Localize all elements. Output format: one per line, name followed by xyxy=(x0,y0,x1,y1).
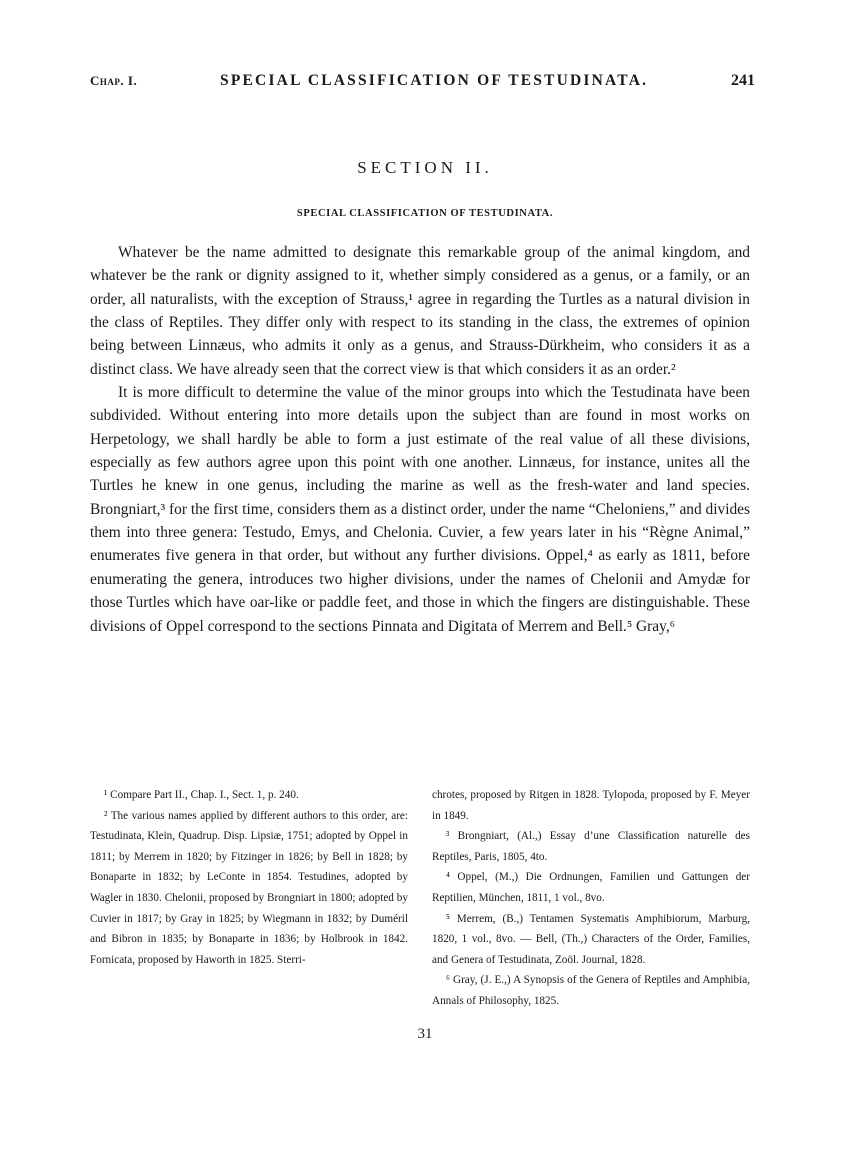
footnote: ⁴ Oppel, (M.,) Die Ordnungen, Familien und Gattungen der Reptilien, München, 1811, 1 vol., 8vo. xyxy=(432,871,750,904)
body-text xyxy=(90,241,750,638)
signature-mark: 31 xyxy=(417,1026,433,1042)
paragraph: It is more difficult to determine the value of the minor groups into which the Testudinata have been subdivided. Without entering into more details upon the subject than are found in most works on Herpetology, we shall hardly be able to form a just estimate of the real value of all these divisions, especially as few authors agree upon this point with one another. Linnæus, for instance, unites all the Turtles he knew in one genus, including the marine as well as the fresh-water and land species. Brongniart,³ for the first time, considers them as a distinct order, under the name “Cheloniens,” and divides them into three genera: Testudo, Emys, and Chelonia. Cuvier, a few years later in his “Règne Animal,” enumerates five genera in that order, but without any further divisions. Oppel,⁴ as early as 1811, before enumerating the genera, introduces two higher divisions, under the names of Chelonii and Amydæ for those Turtles which have oar-like or paddle feet, and those in which the fingers are distinguishable. These divisions of Oppel correspond to the sections Pinnata and Digitata of Merrem and Bell.⁵ Gray,⁶ xyxy=(90,384,750,635)
footnote: chrotes, proposed by Ritgen in 1828. Tylopoda, proposed by F. Meyer in 1849. xyxy=(432,789,750,822)
footnote: ² The various names applied by different authors to this order, are: Testudinata, Klein, Quadrup. Disp. Lipsiæ, 1751; adopted by Oppel in 1811; by Merrem in 1820; by Fitzinger in 1826; by Bell in 1828; by Bonaparte in 1832; by LeConte in 1854. Testudines, adopted by Wagler in 1830. Chelonii, proposed by Brongniart in 1800; adopted by Cuvier in 1817; by Gray in 1825; by Wiegmann in 1832; by Duméril and Bibron in 1835; by Bonaparte in 1836; by Holbrook in 1842. Fornicata, proposed by Haworth in 1825. Sterri- xyxy=(90,809,408,966)
running-title: SPECIAL CLASSIFICATION OF TESTUDINATA. xyxy=(220,72,649,89)
footnote: ¹ Compare Part II., Chap. I., Sect. 1, p. 240. xyxy=(104,789,299,801)
footnotes-right-column xyxy=(432,785,750,1012)
section-subheading: SPECIAL CLASSIFICATION OF TESTUDINATA. xyxy=(296,208,554,219)
footnote: ⁶ Gray, (J. E.,) A Synopsis of the Genera of Reptiles and Amphibia, Annals of Philosophy, 1825. xyxy=(432,974,750,1007)
section-heading: SECTION II. xyxy=(357,158,493,177)
chapter-label: Chap. I. xyxy=(90,73,138,88)
paragraph: Whatever be the name admitted to designate this remarkable group of the animal kingdom, and whatever be the rank or dignity assigned to it, whether simply considered as a genus, or a family, or an order, all naturalists, with the exception of Strauss,¹ agree in regarding the Turtles as a natural division in the class of Reptiles. They differ only with respect to its standing in the class, the extremes of opinion being between Linnæus, who admits it only as a genus, and Strauss-Dürkheim, who considers it as a distinct class. We have already seen that the correct view is that which considers it as an order.² xyxy=(90,244,750,378)
running-header xyxy=(90,72,755,90)
footnote: ³ Brongniart, (Al.,) Essay d’une Classification naturelle des Reptiles, Paris, 1805, 4to. xyxy=(432,830,750,863)
footnotes xyxy=(90,785,750,1012)
footnote: ⁵ Merrem, (B.,) Tentamen Systematis Amphibiorum, Marburg, 1820, 1 vol., 8vo. — Bell, (Th.,) Characters of the Order, Families, and Genera of Testudinata, Zoöl. Journal, 1828. xyxy=(432,912,750,966)
footnotes-left-column xyxy=(90,785,408,1012)
page-number: 241 xyxy=(731,72,755,89)
